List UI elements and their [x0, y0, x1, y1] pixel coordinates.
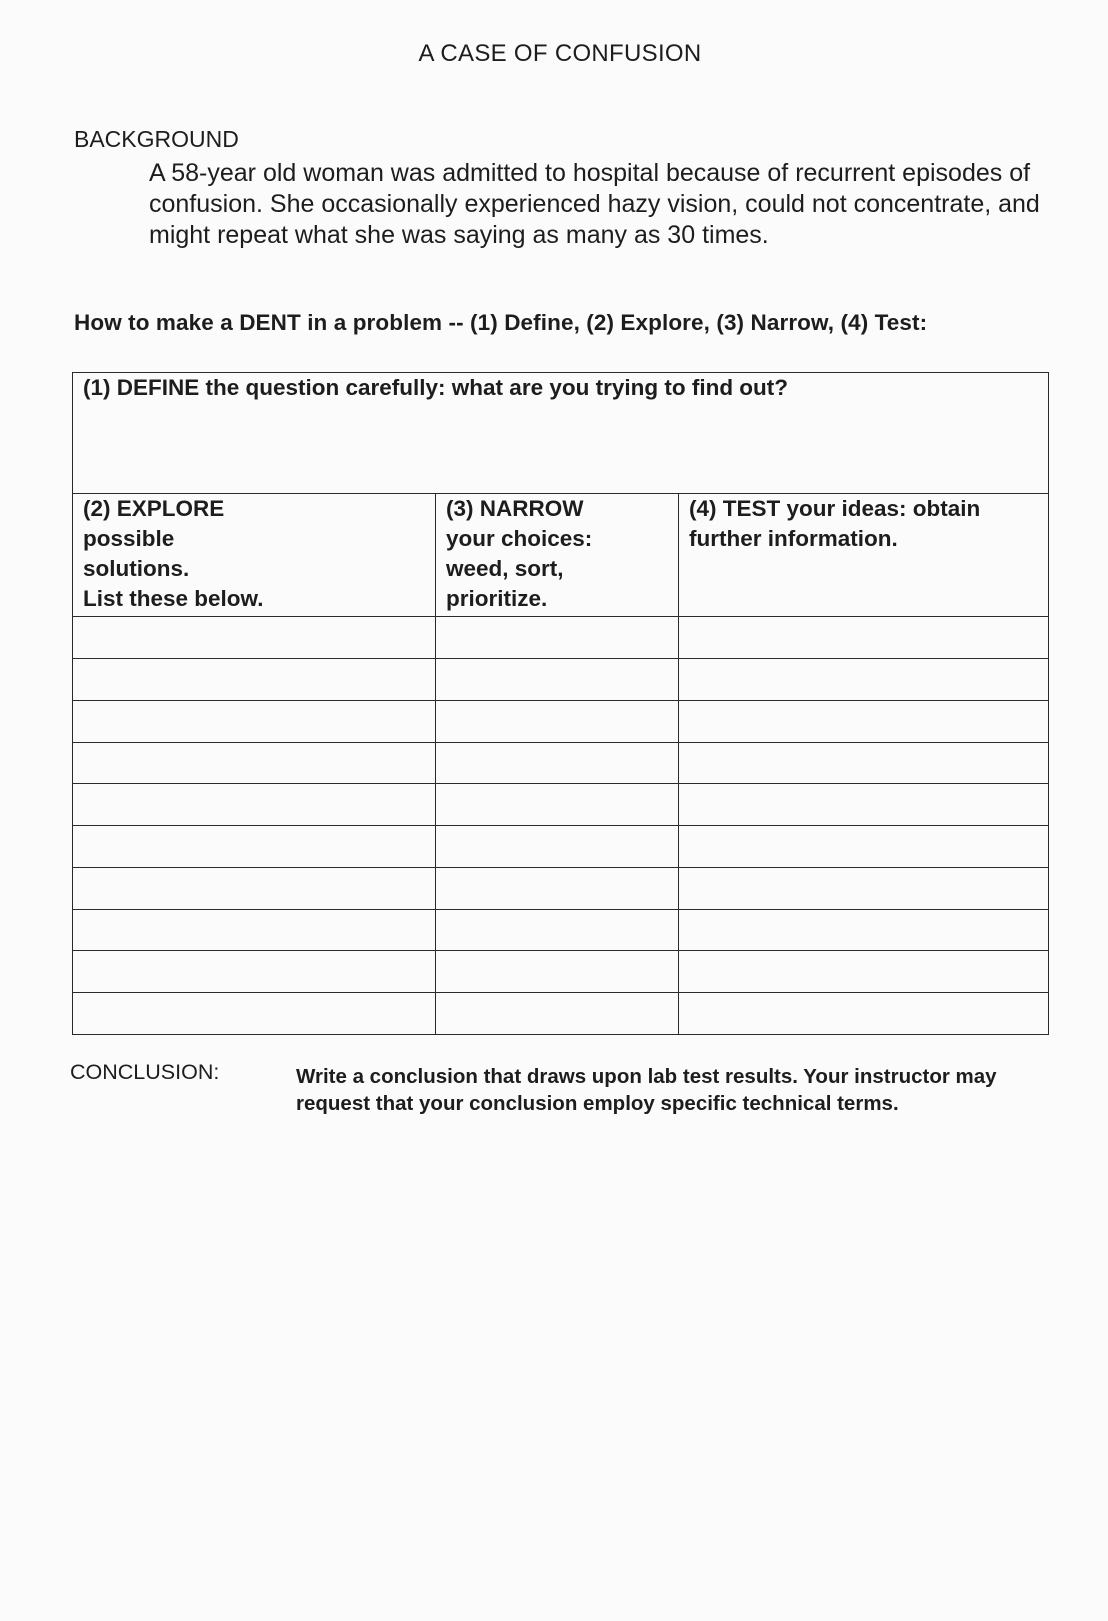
test-header-cell: [679, 494, 1049, 617]
conclusion-instructions: Write a conclusion that draws upon lab test results. Your instructor may request that your conclusion employ specific technical terms.: [296, 1065, 997, 1115]
narrow-answer-cell[interactable]: [436, 742, 679, 784]
narrow-label-line: (3) NARROW: [446, 496, 584, 522]
explore-label-line: solutions.: [83, 556, 190, 582]
table-row: [73, 909, 1049, 951]
explore-answer-cell[interactable]: [73, 826, 436, 868]
test-answer-cell[interactable]: [679, 909, 1049, 951]
explore-label-line: (2) EXPLORE: [83, 496, 225, 522]
table-row: [73, 826, 1049, 868]
test-answer-cell[interactable]: [679, 700, 1049, 742]
dent-worksheet-table: [72, 372, 1049, 1035]
header-row: [73, 494, 1049, 617]
explore-label-line: List these below.: [83, 586, 264, 612]
test-answer-cell[interactable]: [679, 742, 1049, 784]
table-row: [73, 951, 1049, 993]
narrow-answer-cell[interactable]: [436, 700, 679, 742]
narrow-answer-cell[interactable]: [436, 993, 679, 1035]
define-row: [73, 373, 1049, 494]
conclusion-label: CONCLUSION:: [70, 1060, 220, 1084]
explore-label-line: possible: [83, 526, 175, 552]
table-row: [73, 867, 1049, 909]
narrow-answer-cell[interactable]: [436, 617, 679, 659]
table-row: [73, 700, 1049, 742]
dent-intro: How to make a DENT in a problem -- (1) Define, (2) Explore, (3) Narrow, (4) Test:: [74, 310, 928, 335]
explore-answer-cell[interactable]: [73, 784, 436, 826]
test-answer-cell[interactable]: [679, 617, 1049, 659]
explore-answer-cell[interactable]: [73, 700, 436, 742]
table-row: [73, 993, 1049, 1035]
define-label: (1) DEFINE the question carefully: what are you trying to find out?: [83, 375, 789, 400]
background-text: A 58-year old woman was admitted to hospital because of recurrent episodes of confusion. She occasionally experienced hazy vision, could not concentrate, and might repeat what she was saying as many as 30 times.: [149, 159, 1040, 249]
explore-answer-cell[interactable]: [73, 742, 436, 784]
explore-header-cell: [73, 494, 436, 617]
narrow-label-line: your choices:: [446, 526, 593, 552]
test-answer-cell[interactable]: [679, 993, 1049, 1035]
narrow-answer-cell[interactable]: [436, 909, 679, 951]
test-answer-cell[interactable]: [679, 784, 1049, 826]
background-heading: BACKGROUND: [74, 126, 239, 152]
test-label-line: (4) TEST your ideas: obtain: [689, 496, 981, 522]
page-title: A CASE OF CONFUSION: [418, 40, 702, 67]
narrow-answer-cell[interactable]: [436, 867, 679, 909]
test-answer-cell[interactable]: [679, 659, 1049, 701]
narrow-answer-cell[interactable]: [436, 951, 679, 993]
test-answer-cell[interactable]: [679, 951, 1049, 993]
explore-answer-cell[interactable]: [73, 659, 436, 701]
narrow-label-line: weed, sort,: [446, 556, 564, 582]
table-row: [73, 742, 1049, 784]
explore-answer-cell[interactable]: [73, 909, 436, 951]
table-row: [73, 659, 1049, 701]
explore-answer-cell[interactable]: [73, 993, 436, 1035]
explore-answer-cell[interactable]: [73, 867, 436, 909]
table-row: [73, 617, 1049, 659]
explore-answer-cell[interactable]: [73, 951, 436, 993]
narrow-answer-cell[interactable]: [436, 659, 679, 701]
define-cell[interactable]: [73, 373, 1049, 494]
table-row: [73, 784, 1049, 826]
explore-answer-cell[interactable]: [73, 617, 436, 659]
narrow-header-cell: [436, 494, 679, 617]
test-answer-cell[interactable]: [679, 826, 1049, 868]
narrow-label-line: prioritize.: [446, 586, 548, 612]
narrow-answer-cell[interactable]: [436, 784, 679, 826]
narrow-answer-cell[interactable]: [436, 826, 679, 868]
test-answer-cell[interactable]: [679, 867, 1049, 909]
test-label-line: further information.: [689, 526, 898, 552]
